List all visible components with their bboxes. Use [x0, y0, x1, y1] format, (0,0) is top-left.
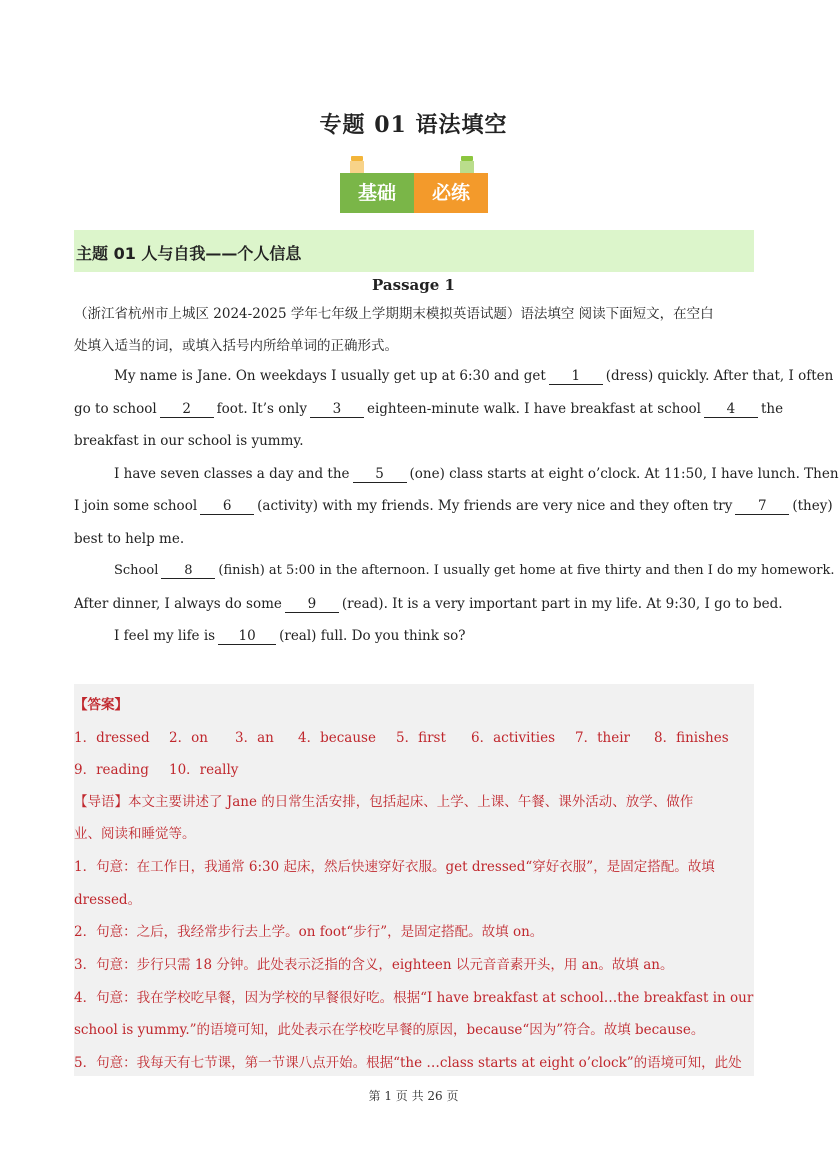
- document-title: 专题 01 语法填空: [319, 112, 508, 138]
- passage-line: I join some school 6 (activity) with my friends. My friends are very nice and they often try 7 (they): [74, 498, 833, 514]
- passage-line: best to help me.: [74, 531, 185, 547]
- guide-line: 业、阅读和睡觉等。: [74, 826, 196, 842]
- blank-2[interactable]: 2: [160, 402, 214, 418]
- answer-row: [74, 758, 754, 778]
- answer-header: 【答案】: [74, 697, 128, 713]
- intro-line: （浙江省杭州市上城区 2024-2025 学年七年级上学期期末模拟英语试题）语法填空 阅读下面短文，在空白: [74, 306, 714, 322]
- answer-item: 9．reading: [74, 762, 149, 778]
- passage-line: After dinner, I always do some 9 (read). It is a very important part in my life. At 9:30, I go to bed.: [74, 596, 783, 612]
- topic-title: 主题 01 人与自我——个人信息: [76, 244, 302, 263]
- passage-line: I have seven classes a day and the 5 (one) class starts at eight o’clock. At 11:50, I have lunch. Then: [114, 466, 839, 482]
- passage-line: go to school 2 foot. It’s only 3 eighteen-minute walk. I have breakfast at school 4 the: [74, 401, 784, 417]
- answer-item: 6．activities: [471, 730, 556, 746]
- explanation-line: dressed。: [74, 892, 142, 908]
- passage-line: My name is Jane. On weekdays I usually get up at 6:30 and get 1 (dress) quickly. After that, I often: [114, 368, 834, 384]
- answer-item: 1．dressed: [74, 730, 150, 746]
- explanation-line: 1．句意：在工作日，我通常 6:30 起床，然后快速穿好衣服。get dressed“穿好衣服”，是固定搭配。故填: [74, 859, 715, 875]
- explanation-line: school is yummy.”的语境可知，此处表示在学校吃早餐的原因，because“因为”符合。故填 because。: [74, 1022, 705, 1038]
- badge-left-label: 基础: [340, 173, 414, 213]
- explanation-line: 3．句意：步行只需 18 分钟。此处表示泛指的含义，eighteen 以元音音素开头，用 an。故填 an。: [74, 957, 674, 973]
- page-footer: 第 1 页 共 26 页: [368, 1089, 459, 1103]
- blank-7[interactable]: 7: [735, 499, 789, 515]
- passage-title: Passage 1: [372, 276, 455, 294]
- answer-item: 5．first: [396, 730, 446, 746]
- blank-1[interactable]: 1: [549, 369, 603, 385]
- binder-clip-icon: [348, 156, 366, 174]
- explanation-line: 4．句意：我在学校吃早餐，因为学校的早餐很好吃。根据“I have breakfast at school…the breakfast in our: [74, 990, 754, 1006]
- blank-9[interactable]: 9: [285, 597, 339, 613]
- answer-row: [74, 726, 754, 746]
- passage-line: School 8 (finish) at 5:00 in the afternoon. I usually get home at five thirty and then I do my homework.: [114, 563, 835, 578]
- blank-4[interactable]: 4: [704, 402, 758, 418]
- blank-5[interactable]: 5: [353, 467, 407, 483]
- passage-line: breakfast in our school is yummy.: [74, 433, 304, 449]
- blank-8[interactable]: 8: [161, 563, 215, 579]
- explanation-line: 2．句意：之后，我经常步行去上学。on foot“步行”，是固定搭配。故填 on。: [74, 924, 544, 940]
- answer-item: 4．because: [298, 730, 376, 746]
- answer-item: 7．their: [575, 730, 630, 746]
- answer-item: 3．an: [235, 730, 274, 746]
- answer-item: 2．on: [169, 730, 208, 746]
- badge-basic-practice: [340, 156, 488, 216]
- blank-3[interactable]: 3: [310, 402, 364, 418]
- blank-10[interactable]: 10: [218, 629, 276, 645]
- passage-line: I feel my life is 10 (real) full. Do you think so?: [114, 628, 466, 644]
- binder-clip-icon: [458, 156, 476, 174]
- explanation-line: 5．句意：我每天有七节课，第一节课八点开始。根据“the …class starts at eight o’clock”的语境可知，此处: [74, 1055, 742, 1071]
- topic-header: [74, 230, 754, 272]
- blank-6[interactable]: 6: [200, 499, 254, 515]
- guide-line: 【导语】本文主要讲述了 Jane 的日常生活安排，包括起床、上学、上课、午餐、课外活动、放学、做作: [74, 794, 694, 810]
- answer-item: 8．finishes: [654, 730, 729, 746]
- answer-item: 10．really: [169, 762, 239, 778]
- badge-right-label: 必练: [414, 173, 488, 213]
- intro-line: 处填入适当的词，或填入括号内所给单词的正确形式。: [74, 338, 398, 354]
